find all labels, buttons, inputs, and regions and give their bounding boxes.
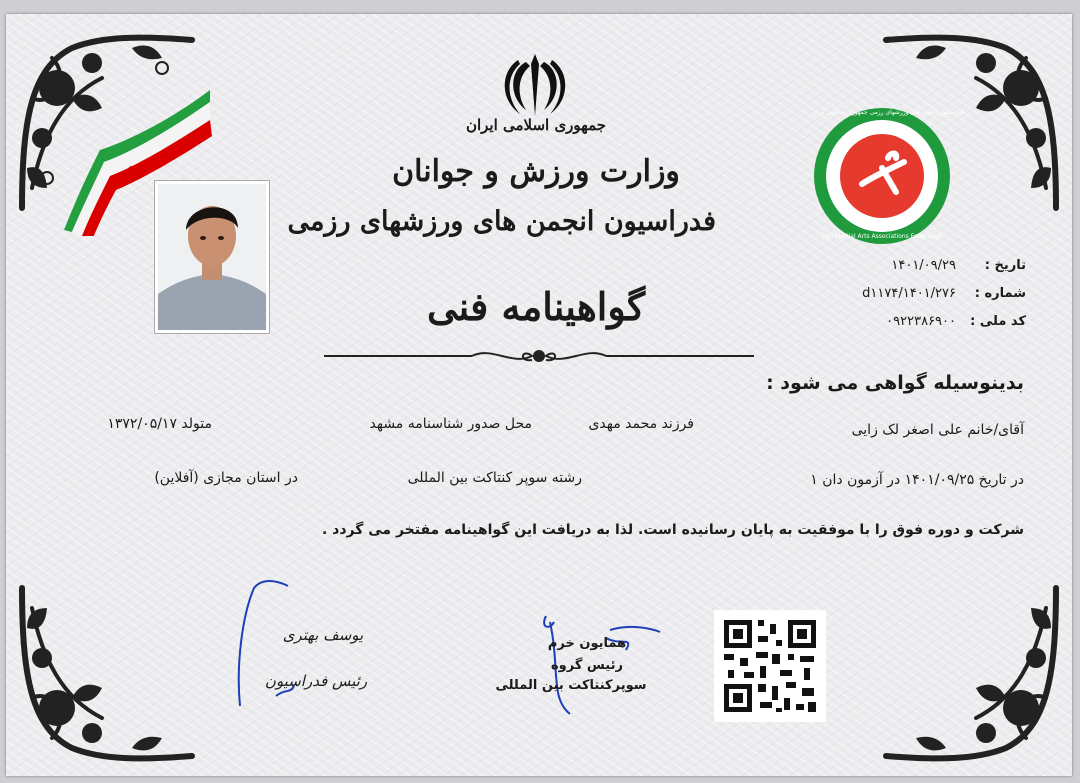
ministry-name: وزارت ورزش و جوانان: [392, 154, 680, 189]
person-photo-icon: [158, 184, 266, 330]
federation-logo-icon: [812, 106, 965, 246]
issue-place: محل صدور شناسنامه مشهد: [369, 416, 532, 432]
signer-left-title: رئیس فدراسیون: [264, 672, 368, 690]
meta-value: ۱۴۰۱/۲۷۶/d۱۱۷۴: [862, 286, 956, 301]
meta-block: [806, 258, 1026, 342]
qr-code[interactable]: [714, 610, 826, 722]
birth-date: متولد ۱۳۷۲/۰۵/۱۷: [107, 416, 212, 432]
logo-arc-fa: فدراسیون انجمن های ورزشهای رزمی جمهوری اسلامی ایران: [812, 109, 965, 116]
title-divider: [322, 344, 756, 368]
meta-value: ۱۴۰۱/۰۹/۲۹: [891, 258, 956, 273]
signer-middle-org: سوپرکنتاکت بین المللی: [495, 678, 647, 693]
meta-label: تاریخ :: [984, 258, 1026, 273]
holder-photo: [154, 180, 270, 334]
national-emblem-icon: [500, 50, 570, 116]
intro-text: بدینوسیله گواهی می شود :: [766, 372, 1024, 394]
meta-row-date: [806, 258, 1026, 286]
federation-logo: [812, 106, 965, 246]
signer-middle-title: رئیس گروه: [551, 658, 623, 673]
corner-ornament-bottom-left: [12, 578, 202, 768]
exam-info: در تاریخ ۱۴۰۱/۰۹/۲۵ در آزمون دان ۱: [810, 472, 1024, 488]
meta-row-number: [806, 286, 1026, 314]
qr-code-icon: [714, 610, 826, 722]
meta-label: کد ملی :: [970, 314, 1026, 329]
province: در استان مجازی (آفلاین): [154, 470, 298, 486]
corner-ornament-bottom-right: [876, 578, 1066, 768]
certificate: [6, 14, 1072, 776]
country-name: جمهوری اسلامی ایران: [465, 116, 607, 134]
signer-middle-name: همایون خرم: [547, 636, 627, 651]
discipline: رشته سوپر کنتاکت بین المللی: [407, 470, 582, 486]
certificate-title: گواهینامه فنی: [426, 284, 646, 329]
closing-text: شرکت و دوره فوق را با موفقیت به پایان رسانیده است. لذا به دریافت این گواهینامه مفتخر می گردد .: [321, 522, 1024, 538]
logo-arc-en: Iran Martial Arts Associations Federation: [821, 233, 943, 240]
meta-row-national-code: [806, 314, 1026, 342]
meta-label: شماره :: [974, 286, 1026, 301]
meta-value: ۰۹۲۲۳۸۶۹۰۰: [886, 314, 956, 329]
father-name: فرزند محمد مهدی: [588, 416, 694, 432]
signer-left-name: یوسف بهتری: [282, 626, 364, 644]
federation-name: فدراسیون انجمن های ورزشهای رزمی: [287, 206, 716, 237]
holder-name: آقای/خانم علی اصغر لک زایی: [851, 422, 1024, 438]
